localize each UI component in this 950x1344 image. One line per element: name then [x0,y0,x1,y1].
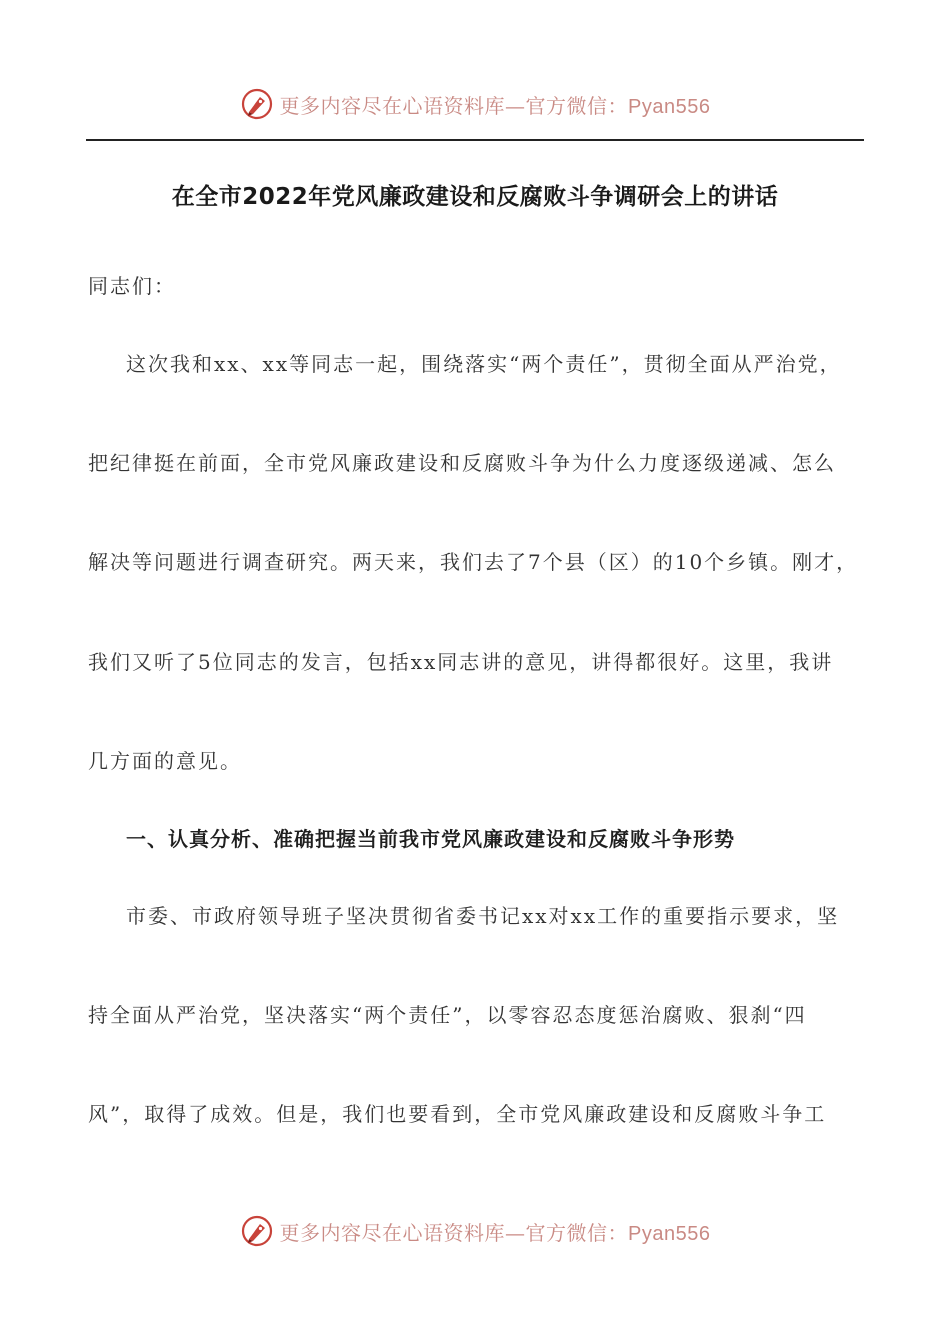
paragraph-line: 风”，取得了成效。但是，我们也要看到，全市党风廉政建设和反腐败斗争工 [88,1102,827,1126]
watermark-banner-top [0,84,950,124]
paragraph-line: 持全面从严治党，坚决落实“两个责任”，以零容忍态度惩治腐败、狠刹“四 [88,1003,807,1027]
paragraph-line: 把纪律挺在前面，全市党风廉政建设和反腐败斗争为什么力度逐级递减、怎么 [88,451,836,475]
paragraph-line: 市委、市政府领导班子坚决贯彻省委书记xx对xx工作的重要指示要求，坚 [126,904,840,928]
paragraph-line: 几方面的意见。 [88,749,242,773]
watermark-banner-bottom [0,1211,950,1251]
header-divider [86,139,864,141]
paragraph-line: 解决等问题进行调查研究。两天来，我们去了7个县（区）的10个乡镇。刚才， [88,550,859,574]
section-heading: 一、认真分析、准确把握当前我市党风廉政建设和反腐败斗争形势 [126,827,735,851]
watermark-text: 更多内容尽在心语资料库—官方微信：Pyan556 [279,93,711,118]
pen-nib-circle-icon [240,87,274,121]
pen-nib-circle-icon [240,1214,274,1248]
watermark-text: 更多内容尽在心语资料库—官方微信：Pyan556 [279,1220,711,1245]
document-title: 在全市2022年党风廉政建设和反腐败斗争调研会上的讲话 [171,184,779,210]
paragraph-line: 这次我和xx、xx等同志一起，围绕落实“两个责任”，贯彻全面从严治党， [126,352,842,376]
paragraph-line: 我们又听了5位同志的发言，包括xx同志讲的意见，讲得都很好。这里，我讲 [88,650,834,674]
salutation: 同志们： [88,274,176,298]
